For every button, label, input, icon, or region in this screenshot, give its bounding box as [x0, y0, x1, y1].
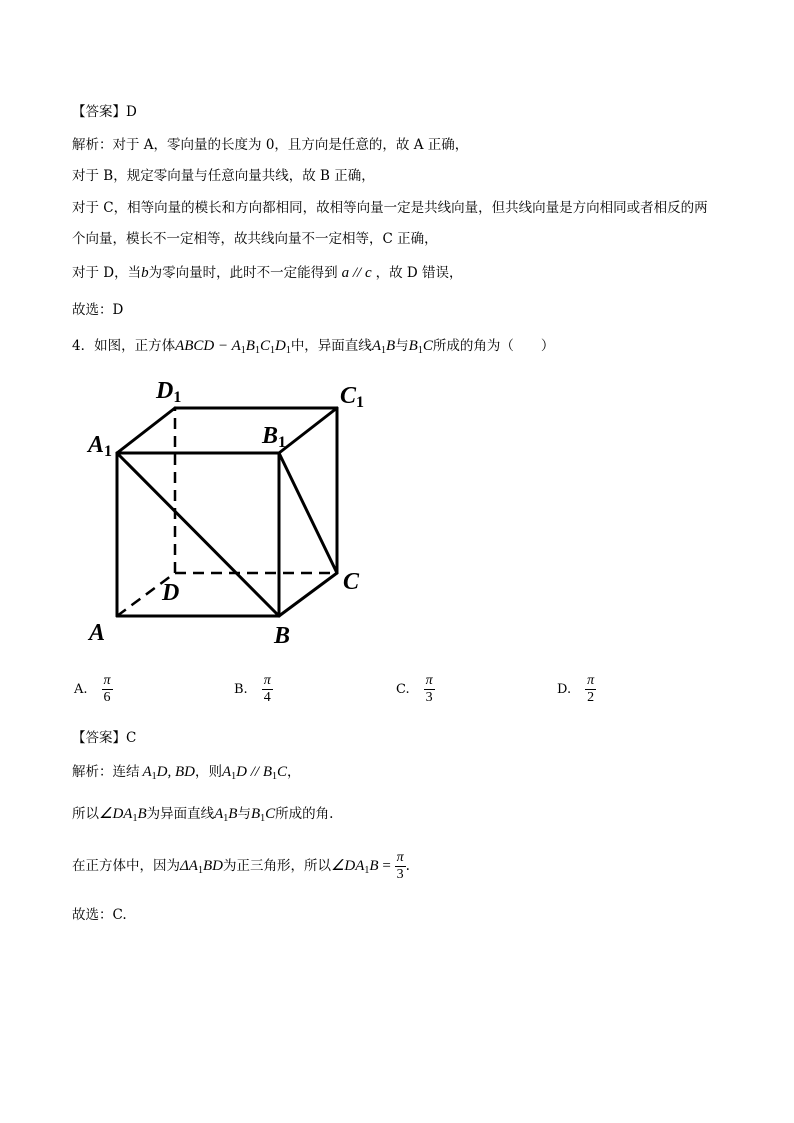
solution-line-4: 故选：C. [72, 907, 127, 923]
option-a[interactable]: A. $\frac{\pi}{6}$ [74, 673, 111, 705]
analysis-line-5 [72, 264, 463, 282]
conj: 与 [395, 338, 409, 354]
line5-mid: 为零向量时，此时不一定能得到 [148, 265, 338, 281]
answer-bracket: 【答案】 [72, 730, 126, 746]
label-a1: A1 [88, 432, 113, 460]
vector-b: b [141, 265, 149, 281]
analysis-line-1: 解析：对于 A，零向量的长度为 0，且方向是任意的，故 A 正确， [72, 137, 469, 153]
answer-line-q3 [72, 103, 137, 121]
answer-bracket: 【答案】 [72, 104, 126, 120]
answer-value: D [126, 104, 137, 120]
cube-name: ABCD − $A_1B_1C_1D_1$ [175, 338, 291, 356]
fraction: $\frac{\pi}{2}$ [587, 673, 595, 705]
edge-b1-c1 [279, 408, 337, 453]
label-a: A [89, 620, 106, 646]
cube-figure [80, 370, 380, 655]
label-d1: D1 [156, 378, 182, 406]
line5-pre: 对于 D，当 [72, 265, 142, 281]
label-c1: C1 [340, 383, 365, 411]
label-c: C [343, 569, 360, 595]
label-b: B [274, 623, 291, 649]
solution-line-1: 解析：连结 $A_1D$, BD，则$A_1D // B_1C$， [72, 764, 301, 782]
stem-post: 所成的角为（ ） [432, 338, 555, 354]
analysis-line-2: 对于 B，规定零向量与任意向量共线，故 B 正确， [72, 168, 375, 184]
analysis-line-3: 对于 C，相等向量的模长和方向都相同，故相等向量一定是共线向量，但共线向量是方向相同或者相反的两 [72, 200, 708, 216]
option-b[interactable]: B. $\frac{\pi}{4}$ [234, 673, 271, 705]
edge-a1-d1 [117, 408, 175, 453]
answer-value: C [126, 730, 137, 746]
parallel-expression: a // c [341, 265, 372, 281]
option-d[interactable]: D. $\frac{\pi}{2}$ [557, 673, 595, 705]
analysis-line-4: 个向量，模长不一定相等，故共线向量不一定相等，C 正确， [72, 231, 438, 247]
diagonal-a1-b [117, 453, 279, 616]
solution-line-3: 在正方体中，因为$\Delta A_1BD$为正三角形，所以$\angle DA_1B$ = $\frac{\pi}{3}$ . [72, 850, 410, 882]
solution-line-2: 所以$\angle DA_1B$为异面直线$A_1B$与$B_1C$所成的角. [72, 806, 334, 824]
diagonal-b1-c [279, 453, 337, 573]
label-d: D [162, 580, 180, 606]
line-b1c: $B_1C$ [408, 338, 433, 356]
label-b1: B1 [262, 423, 287, 451]
fraction: $\frac{\pi}{6}$ [103, 673, 111, 705]
stem-mid: 中，异面直线 [290, 338, 372, 354]
line5-post: ，故 D 错误， [375, 265, 463, 281]
analysis-line-6: 故选：D [72, 302, 124, 318]
stem-pre: 4．如图，正方体 [72, 338, 176, 354]
line-a1b: $A_1B$ [371, 338, 396, 356]
answer-line-q4 [72, 729, 136, 747]
question-4-stem [72, 337, 554, 360]
option-c[interactable]: C. $\frac{\pi}{3}$ [396, 673, 433, 705]
fraction: $\frac{\pi}{3}$ [425, 673, 433, 705]
edge-b-c [279, 573, 337, 616]
fraction: $\frac{\pi}{4}$ [263, 673, 271, 705]
